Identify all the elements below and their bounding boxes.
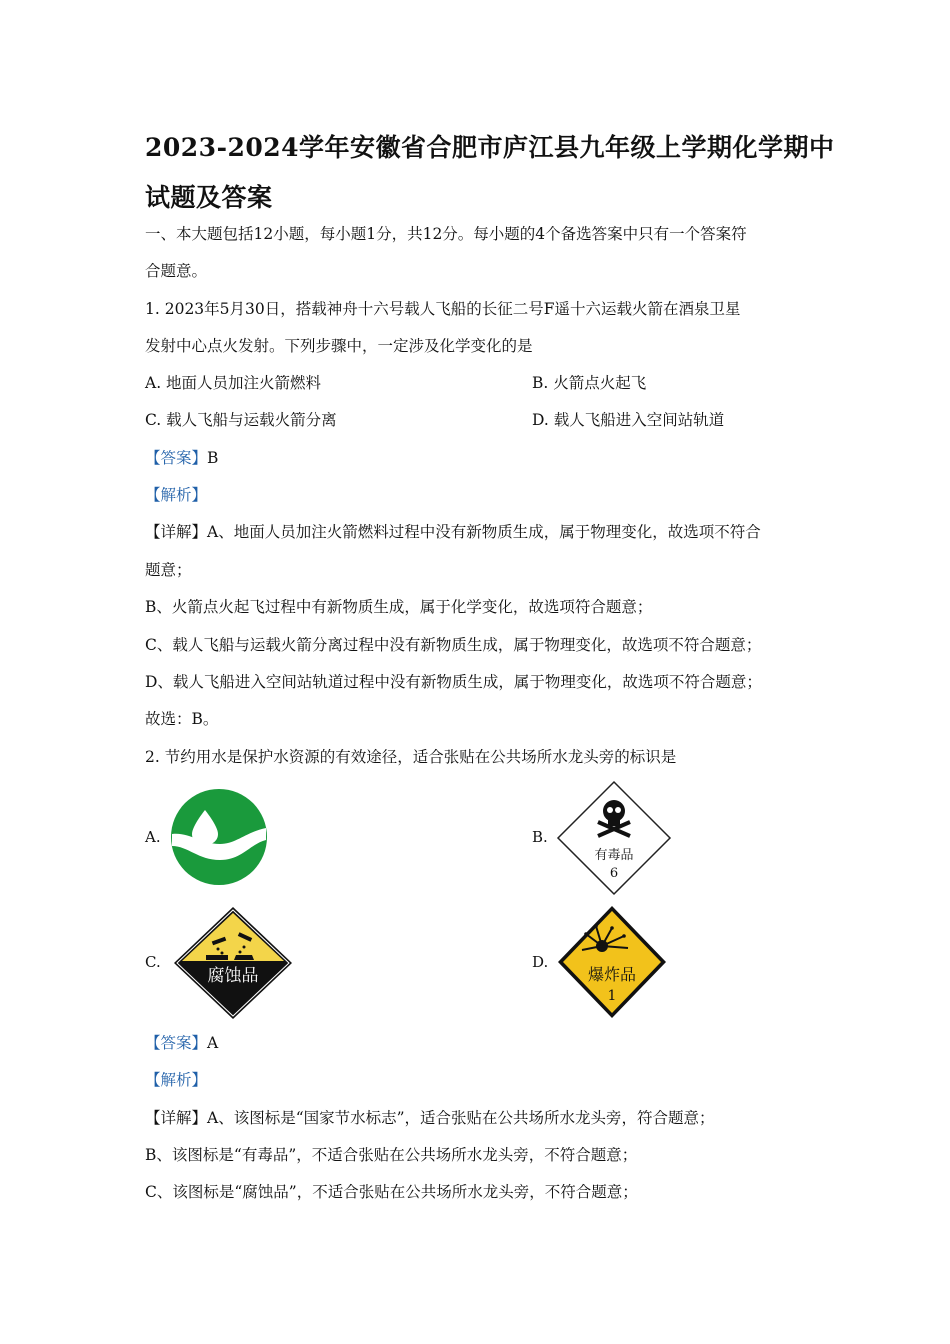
q1-conclusion: 故选：B。 <box>145 710 219 728</box>
q2-analysis-tag <box>145 1070 207 1090</box>
water-saving-sign-icon <box>170 788 268 886</box>
corrosive-sign-text: 腐蚀品 <box>207 966 259 986</box>
q1-answer-row <box>145 448 218 468</box>
q1-detail-line-1b: 题意； <box>145 561 192 579</box>
corrosive-sign-icon <box>172 905 294 1021</box>
q1-stem-line-1: 1. 2023年5月30日，搭载神舟十六号载人飞船的长征二号F遥十六运载火箭在酒泉卫星 <box>145 300 741 318</box>
q2-label-d: D. <box>532 953 549 971</box>
q2-answer-tag: 【答案】 <box>145 1034 208 1052</box>
section-intro-line-2: 合题意。 <box>145 262 208 280</box>
q1-option-d: D. 载人飞船进入空间站轨道 <box>532 411 725 429</box>
q1-option-b: B. 火箭点火起飞 <box>532 374 647 392</box>
explosive-sign-text: 爆炸品 <box>587 965 637 984</box>
q1-detail-line-2: B、火箭点火起飞过程中有新物质生成，属于化学变化，故选项符合题意； <box>145 598 653 616</box>
q2-analysis-label: 【解析】 <box>145 1071 208 1089</box>
q1-stem-line-2: 发射中心点火发射。下列步骤中，一定涉及化学变化的是 <box>145 337 533 355</box>
page-title-line-2: 试题及答案 <box>145 183 273 212</box>
q2-detail-line-3: C、该图标是“腐蚀品”，不适合张贴在公共场所水龙头旁，不符合题意； <box>145 1183 638 1201</box>
q2-detail-tag: 【详解】 <box>145 1109 208 1127</box>
q1-detail-text-1: A、地面人员加注火箭燃料过程中没有新物质生成，属于物理变化，故选项不符合 <box>207 523 761 541</box>
q2-stem: 2. 节约用水是保护水资源的有效途径，适合张贴在公共场所水龙头旁的标识是 <box>145 748 677 766</box>
q2-label-c: C. <box>145 953 161 971</box>
q2-detail-line-2: B、该图标是“有毒品”，不适合张贴在公共场所水龙头旁，不符合题意； <box>145 1146 638 1164</box>
q1-answer-tag: 【答案】 <box>145 449 208 467</box>
toxic-sign-number: 6 <box>609 866 619 881</box>
q2-label-a: A. <box>145 828 161 846</box>
q1-detail-tag: 【详解】 <box>145 523 208 541</box>
toxic-sign-text: 有毒品 <box>594 848 634 863</box>
q2-label-b: B. <box>532 828 548 846</box>
q1-analysis-tag <box>145 485 207 505</box>
page-title-line-1: 2023-2024学年安徽省合肥市庐江县九年级上学期化学期中 <box>145 133 835 162</box>
q1-analysis-label: 【解析】 <box>145 486 208 504</box>
explosive-sign-icon <box>556 904 668 1020</box>
q2-answer-row <box>145 1033 218 1053</box>
q1-detail-line-1 <box>145 522 761 542</box>
q1-option-a: A. 地面人员加注火箭燃料 <box>145 374 322 392</box>
q2-answer-value: A <box>207 1034 219 1052</box>
toxic-sign-icon <box>556 780 672 896</box>
q2-detail-line-1 <box>145 1108 715 1128</box>
q1-answer-value: B <box>207 449 219 467</box>
q1-detail-line-3: C、载人飞船与运载火箭分离过程中没有新物质生成，属于物理变化，故选项不符合题意； <box>145 636 762 654</box>
section-intro-line-1: 一、本大题包括12小题，每小题1分，共12分。每小题的4个备选答案中只有一个答案符 <box>145 225 747 243</box>
explosive-sign-number: 1 <box>607 988 617 1004</box>
q2-detail-text-1: A、该图标是“国家节水标志”，适合张贴在公共场所水龙头旁，符合题意； <box>207 1109 715 1127</box>
q1-option-c: C. 载人飞船与运载火箭分离 <box>145 411 337 429</box>
q1-detail-line-4: D、载人飞船进入空间站轨道过程中没有新物质生成，属于物理变化，故选项不符合题意； <box>145 673 762 691</box>
